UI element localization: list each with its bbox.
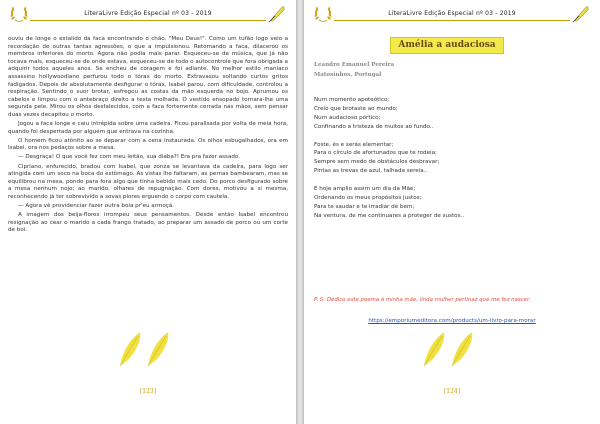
- paragraph: — Agora vê providenciar fazer outra boia pr'eu armoçá.: [18, 202, 175, 209]
- author-place: Matosinhos, Portugal: [314, 72, 382, 78]
- feather-icon: [422, 330, 448, 368]
- paragraph: O homem ficou atônito ao se deparar com a cena instaurada. Os olhos esbugalhados, ora em Isabel, ora nos pedaços sobre a mesa.: [8, 137, 288, 152]
- feather-ornaments: [304, 330, 600, 370]
- author-block: [314, 60, 394, 80]
- feather-icon: [146, 330, 172, 368]
- paragraph: Jogou a faca longe e caiu intrépida sobre uma cadeira. Ficou paralisada por volta de meia hora, quando foi despertada por alguém que entrava na cozinha.: [8, 121, 288, 135]
- stanza: [314, 96, 590, 132]
- header-title: LiteraLivre Edição Especial nº 03 - 2019: [84, 10, 212, 17]
- page-number: [124]: [443, 388, 461, 395]
- paragraph: — Desgraça! O que você fez com meu leitão, sua diaba?! Era pra fazer assado.: [18, 154, 241, 161]
- paragraph: ouviu de longe o estalido da faca encontrando o chão. "Meu Deus!". Como um tufão logo veio a recordação de outras tantas agressões, o que a impulsionou. Retomando a faca, dilacerou os membros inferiores do morto. Agora não podia mais parar. Esqueceu-se da música, que já não tocava mais, esqueceu-se de onde estava, esqueceu-se de todo o autocontrole que fora obrigada a adquirir todos aqueles anos. Se encheu de coragem e foi adiante. No melhor estilo maníaco assassino hollywoodiano perfurou todo o tórax do morto. Extravasou soltando curtos gritos fadigados. Depois de absolutamente desfigurar o tórax, Isabel parou, com dificuldade, controlou a respiração. Sentindo o suor brotar, esfregou as costas da mão esquerda no bojo. Aprumou os cabelos e limpou com o antebraço direito a testa molhada. O vestido ensopado tornara-lhe uma segunda pele. Mirou os olhos desfalecidos, com a faca fortemente cerrada nas mãos, sem pensar duas vezes decapitou o morto.: [8, 36, 288, 118]
- feather-icon: [450, 330, 476, 368]
- quill-pen-icon: [570, 4, 592, 24]
- book-link[interactable]: https://emporiumeditora.com/products/um-livro-para-morar: [368, 318, 536, 324]
- dedication-note: P. S: Dedico este poema à minha mãe, linda mulher pertinaz que me fez nascer.: [314, 297, 531, 303]
- poem-line: E hoje amplio assim um dia da Mãe;: [314, 186, 416, 193]
- page-header: [312, 4, 592, 26]
- quill-pen-icon: [266, 4, 288, 24]
- header-rule: [334, 20, 570, 21]
- poem-line: Num momento apoteótico;: [314, 97, 390, 103]
- book-gutter: [296, 0, 304, 424]
- header-rule: [30, 20, 266, 21]
- poem-line: Para te saudar e te irradiar de bem;: [314, 203, 415, 210]
- poem-line: Para o círculo de afortunados que te rodeia;: [314, 150, 437, 157]
- right-page: [304, 0, 600, 424]
- poem-line: Na ventura, de me continuares a proteger de sustos..: [314, 212, 465, 219]
- poem-line: Confinando a tristeza de muitos ao fundo..: [314, 123, 434, 130]
- poem-line: Foste, és e serás elementar;: [314, 141, 394, 148]
- paragraph: A imagem dos beija-flores irrompeu seus pensamentos. Desde então Isabel encontrou resignação ao cear o marido a cada frango tratado, ao preparar um assado de porco ou um corte de boi.: [8, 212, 288, 234]
- left-page: [0, 0, 296, 424]
- stanza: [314, 141, 590, 177]
- author-name: Leandro Emanuel Pereira: [314, 62, 395, 68]
- feather-icon: [118, 330, 144, 368]
- header-title: LiteraLivre Edição Especial nº 03 - 2019: [388, 10, 516, 17]
- page-header: [8, 4, 288, 26]
- paragraph: Cipriano, enfurecido, bradou com Isabel, que zonza se levantava da cadeira, para logo ser atingida com um soco na boca do estômago. As vistas lhe faltaram, as pernas bambearam, mas se equilibrou na mesa, pondo para fora algo que tinha bebido mais cedo. Do porco desfigurado sobre a mesa nenhum nojo; ao marido, olhares de repugnação. Com dores, motivou a si mesma, reconhecendo já ter sobrevivido a sovas piores erguendo o corpo com cautela.: [8, 163, 288, 200]
- stanza: [314, 185, 590, 221]
- poem-line: Sempre sem medo de obstáculos desbravar;: [314, 159, 440, 166]
- poem-body: [314, 96, 590, 230]
- poem-line: Pintas as trevas de azul, talhada sereia..: [314, 168, 428, 175]
- poem-line: Creio que brotaste ao mundo;: [314, 105, 398, 112]
- page-number: [123]: [139, 388, 157, 395]
- feather-ornaments: [0, 330, 296, 370]
- poem-title: Amélia a audaciosa: [390, 37, 504, 54]
- story-text: [8, 36, 288, 235]
- poem-line: Num audacioso pórtico;: [314, 114, 381, 121]
- poem-line: Ordenando os meus propósitos justos;: [314, 194, 422, 201]
